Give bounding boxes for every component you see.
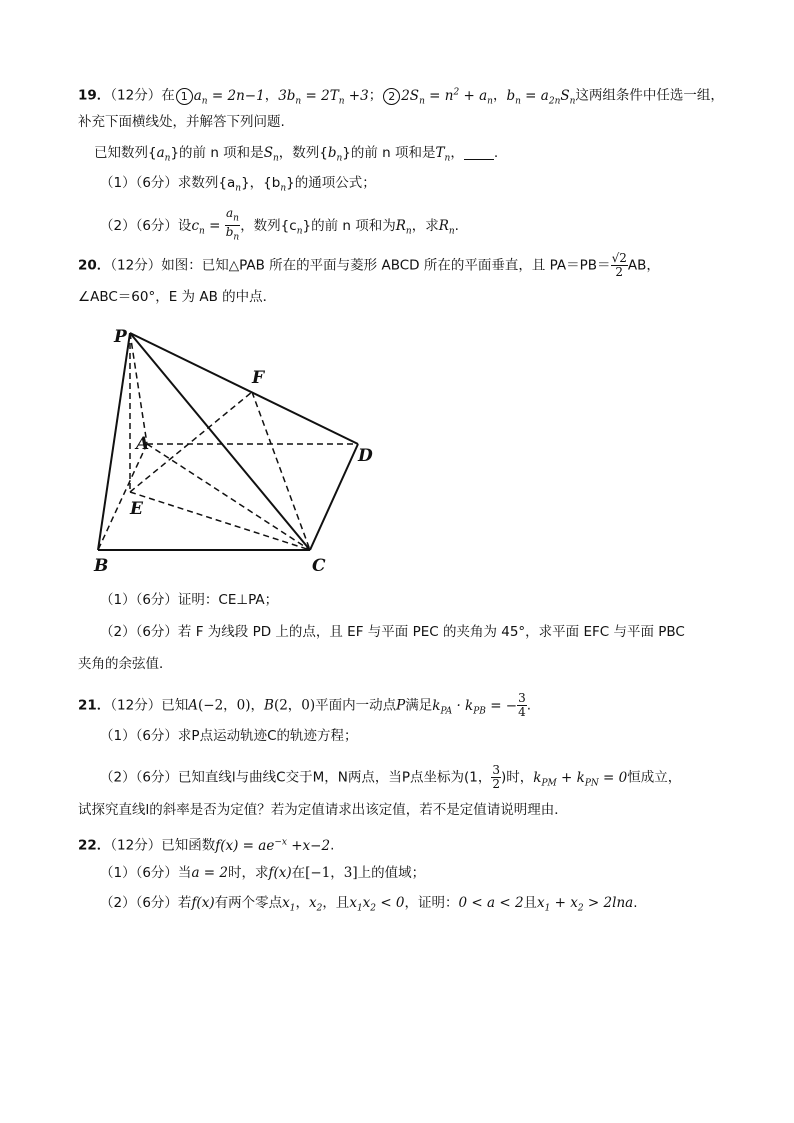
- q22-sub1: （1）（6分）当a = 2时，求f(x)在[−1，3]上的值域；: [100, 865, 426, 881]
- q20-sub2-cont: 夹角的余弦值．: [78, 656, 173, 672]
- q22-line1: 22．（12分）已知函数$f(x) = ae^{-x} +x-2$.: [78, 837, 335, 854]
- circled-1: 1: [176, 88, 193, 105]
- q19-sub1: （1）（6分）求数列$\{a_n\}$，$\{b_n\}$的通项公式；: [100, 175, 376, 194]
- label-D: D: [358, 446, 373, 466]
- fraction-3-over-4: $\frac{3}{4}$: [518, 691, 526, 719]
- q19-sub2: （2）（6分）设$c_n$ = $\frac{a_n}{b_n}$ ，数列$\{c_n\}$的前 n 项和为$R_n$，求$R_n$.: [100, 206, 459, 243]
- q20-number: 20．: [78, 257, 111, 274]
- label-C: C: [312, 556, 326, 576]
- label-B: B: [94, 556, 109, 576]
- label-F: F: [252, 368, 265, 388]
- label-P: P: [114, 327, 127, 347]
- q20-sub2: （2）（6分）若 F 为线段 PD 上的点，且 EF 与平面 PEC 的夹角为 45°，求平面 EFC 与平面 PBC: [100, 624, 685, 640]
- q21-sub2-cont: 试探究直线l的斜率是否为定值？若为定值请求出该定值，若不是定值请说明理由．: [78, 802, 568, 818]
- fraction-3-over-2: $\frac{3}{2}$: [492, 763, 500, 791]
- q20-line2: ∠ABC＝60°，E 为 AB 的中点．: [78, 289, 277, 305]
- q21-line1: 21．（12分）已知A(−2，0)，B(2，0)平面内一动点P满足$k_{PA} \cdot k_{PB}$ = − $\frac{3}{4}$ .: [78, 691, 532, 719]
- q19-number: 19．: [78, 87, 111, 104]
- q19-line2: 补充下面横线处，并解答下列问题.: [78, 114, 285, 130]
- circled-2: 2: [383, 88, 400, 105]
- label-E: E: [130, 499, 143, 519]
- answer-blank: [464, 145, 494, 160]
- fraction-an-over-bn: $\frac{a_n}{b_n}$: [225, 206, 240, 243]
- q20-sub1: （1）（6分）证明：CE⊥PA；: [100, 592, 279, 608]
- q22-sub2: （2）（6分）若f(x)有两个零点$x_1$，$x_2$，且$x_1x_2 < 0$，证明：0 < a < 2且$x_1 + x_2 > 2\ln a$.: [100, 895, 638, 914]
- geometry-figure: [80, 318, 390, 578]
- q21-sub2: （2）（6分）已知直线l与曲线C交于M，N两点，当P点坐标为(1， $\frac{3}{2}$ )时，$k_{PM} + k_{PN} = 0$恒成立，: [100, 763, 682, 791]
- label-A: A: [136, 434, 150, 454]
- fraction-sqrt2-over-2: $\frac{√2}{2}$: [611, 251, 627, 279]
- q19-line1: 19．（12分）在 1 $a_n = 2n-1$，$3b_n = 2T_n +3$； 2 $2S_n = n^2 + a_n$，$b_n = a_{2n}S_n$这两组条件中任选一组，: [78, 87, 724, 107]
- q21-sub1: （1）（6分）求P点运动轨迹C的轨迹方程；: [100, 728, 358, 744]
- q19-line3: 已知数列$\{a_n\}$的前 n 项和是$S_n$，数列$\{b_n\}$的前 n 项和是$T_n$， .: [94, 145, 499, 164]
- q19-score: （12分）: [110, 87, 162, 104]
- q20-line1: 20．（12分）如图：已知△PAB 所在的平面与菱形 ABCD 所在的平面垂直，且 PA＝PB＝ $\frac{√2}{2}$ AB，: [78, 251, 660, 279]
